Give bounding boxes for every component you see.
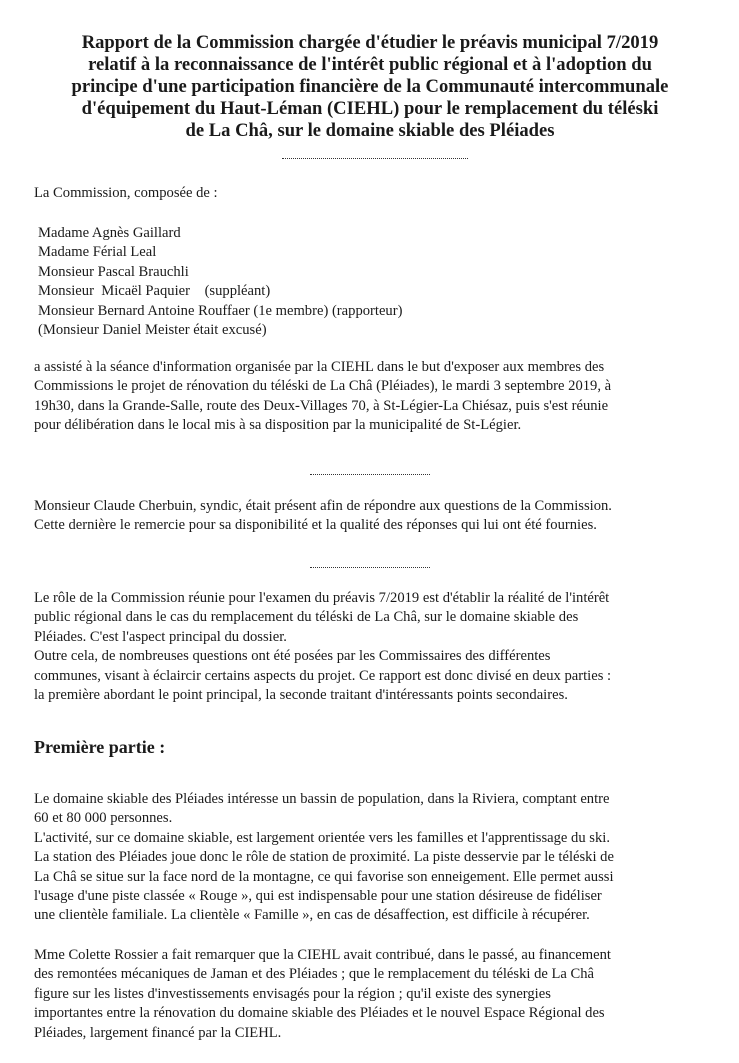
text-line: Cette dernière le remercie pour sa disponibilité et la qualité des réponses qui lui ont été fournies. xyxy=(34,517,597,534)
text-line: une clientèle familiale. La clientèle « Famille », en cas de désaffection, est difficile à récupérer. xyxy=(34,907,590,924)
text-line: Commissions le projet de rénovation du téléski de La Châ (Pléiades), le mardi 3 septembre 2019, à xyxy=(34,378,612,395)
text-line: Le rôle de la Commission réunie pour l'examen du préavis 7/2019 est d'établir la réalité de l'intérêt xyxy=(34,590,610,606)
paragraph-session xyxy=(34,358,706,436)
section-heading-first-part: Première partie : xyxy=(34,737,166,757)
paragraph-role xyxy=(34,589,706,705)
title-line: d'équipement du Haut-Léman (CIEHL) pour le remplacement du téléski xyxy=(81,98,659,119)
paragraph-domain xyxy=(34,790,706,926)
member-item: (Monsieur Daniel Meister était excusé) xyxy=(38,322,267,339)
text-line: 19h30, dans la Grande-Salle, route des Deux-Villages 70, à St-Légier-La Chiésaz, puis s'est réunie xyxy=(34,397,609,414)
member-item: Madame Agnès Gaillard xyxy=(38,225,181,241)
paragraph-rossier xyxy=(34,946,706,1043)
text-line: a assisté à la séance d'information organisée par la CIEHL dans le but d'exposer aux membres des xyxy=(34,359,605,375)
text-line: l'usage d'une piste classée « Rouge », qui est indispensable pour une station désireuse de fidéliser xyxy=(34,888,602,905)
text-line: Pléiades. C'est l'aspect principal du dossier. xyxy=(34,628,287,645)
text-line: figure sur les listes d'investissements envisagés pour la région ; qu'il existe des synergies xyxy=(34,985,551,1002)
title-line: Rapport de la Commission chargée d'étudier le préavis municipal 7/2019 xyxy=(81,32,659,53)
text-line: 60 et 80 000 personnes. xyxy=(34,810,173,827)
paragraph-syndic xyxy=(34,497,706,536)
title-dotted-rule xyxy=(282,158,468,159)
member-item: Monsieur Bernard Antoine Rouffaer (1e membre) (rapporteur) xyxy=(38,302,403,319)
member-item: Monsieur Pascal Brauchli xyxy=(38,263,189,280)
section-dotted-separator xyxy=(310,474,430,475)
title-line: principe d'une participation financière de la Communauté intercommunale xyxy=(71,76,669,97)
text-line: La station des Pléiades joue donc le rôle de station de proximité. La piste desservie par le téléski de xyxy=(34,849,614,866)
text-line: Le domaine skiable des Pléiades intéresse un bassin de population, dans la Riviera, comptant entre xyxy=(34,791,610,807)
text-line: la première abordant le point principal, la seconde traitant d'intéressants points secondaires. xyxy=(34,687,568,704)
members-list xyxy=(38,224,402,340)
text-line: importantes entre la rénovation du domaine skiable des Pléiades et le nouvel Espace Régional des xyxy=(34,1005,605,1022)
intro-text: La Commission, composée de : xyxy=(34,185,218,201)
text-line: public régional dans le cas du remplacement du téléski de La Châ, sur le domaine skiable des xyxy=(34,609,579,626)
text-line: La Châ se situe sur la face nord de la montagne, ce qui favorise son enneigement. Elle permet aussi xyxy=(34,868,614,885)
title-line: de La Châ, sur le domaine skiable des Pléiades xyxy=(185,120,555,141)
text-line: pour délibération dans le local mis à sa disposition par la municipalité de St-Légier. xyxy=(34,417,522,434)
text-line: Pléiades, largement financé par la CIEHL. xyxy=(34,1024,282,1041)
text-line: communes, visant à éclaircir certains aspects du projet. Ce rapport est donc divisé en deux parties : xyxy=(34,667,612,684)
report-title xyxy=(20,32,720,142)
text-line: Outre cela, de nombreuses questions ont été posées par les Commissaires des différentes xyxy=(34,648,551,665)
member-item: Monsieur Micaël Paquier (suppléant) xyxy=(38,283,271,300)
text-line: des remontées mécaniques de Jaman et des Pléiades ; que le remplacement du téléski de La Châ xyxy=(34,966,595,983)
member-item: Madame Férial Leal xyxy=(38,244,157,261)
section-dotted-separator xyxy=(310,567,430,568)
text-line: L'activité, sur ce domaine skiable, est largement orientée vers les familles et l'apprentissage du ski. xyxy=(34,829,610,846)
text-line: Mme Colette Rossier a fait remarquer que la CIEHL avait contribué, dans le passé, au financement xyxy=(34,947,611,963)
text-line: Monsieur Claude Cherbuin, syndic, était présent afin de répondre aux questions de la Commission. xyxy=(34,498,612,514)
title-line: relatif à la reconnaissance de l'intérêt public régional et à l'adoption du xyxy=(88,54,652,75)
